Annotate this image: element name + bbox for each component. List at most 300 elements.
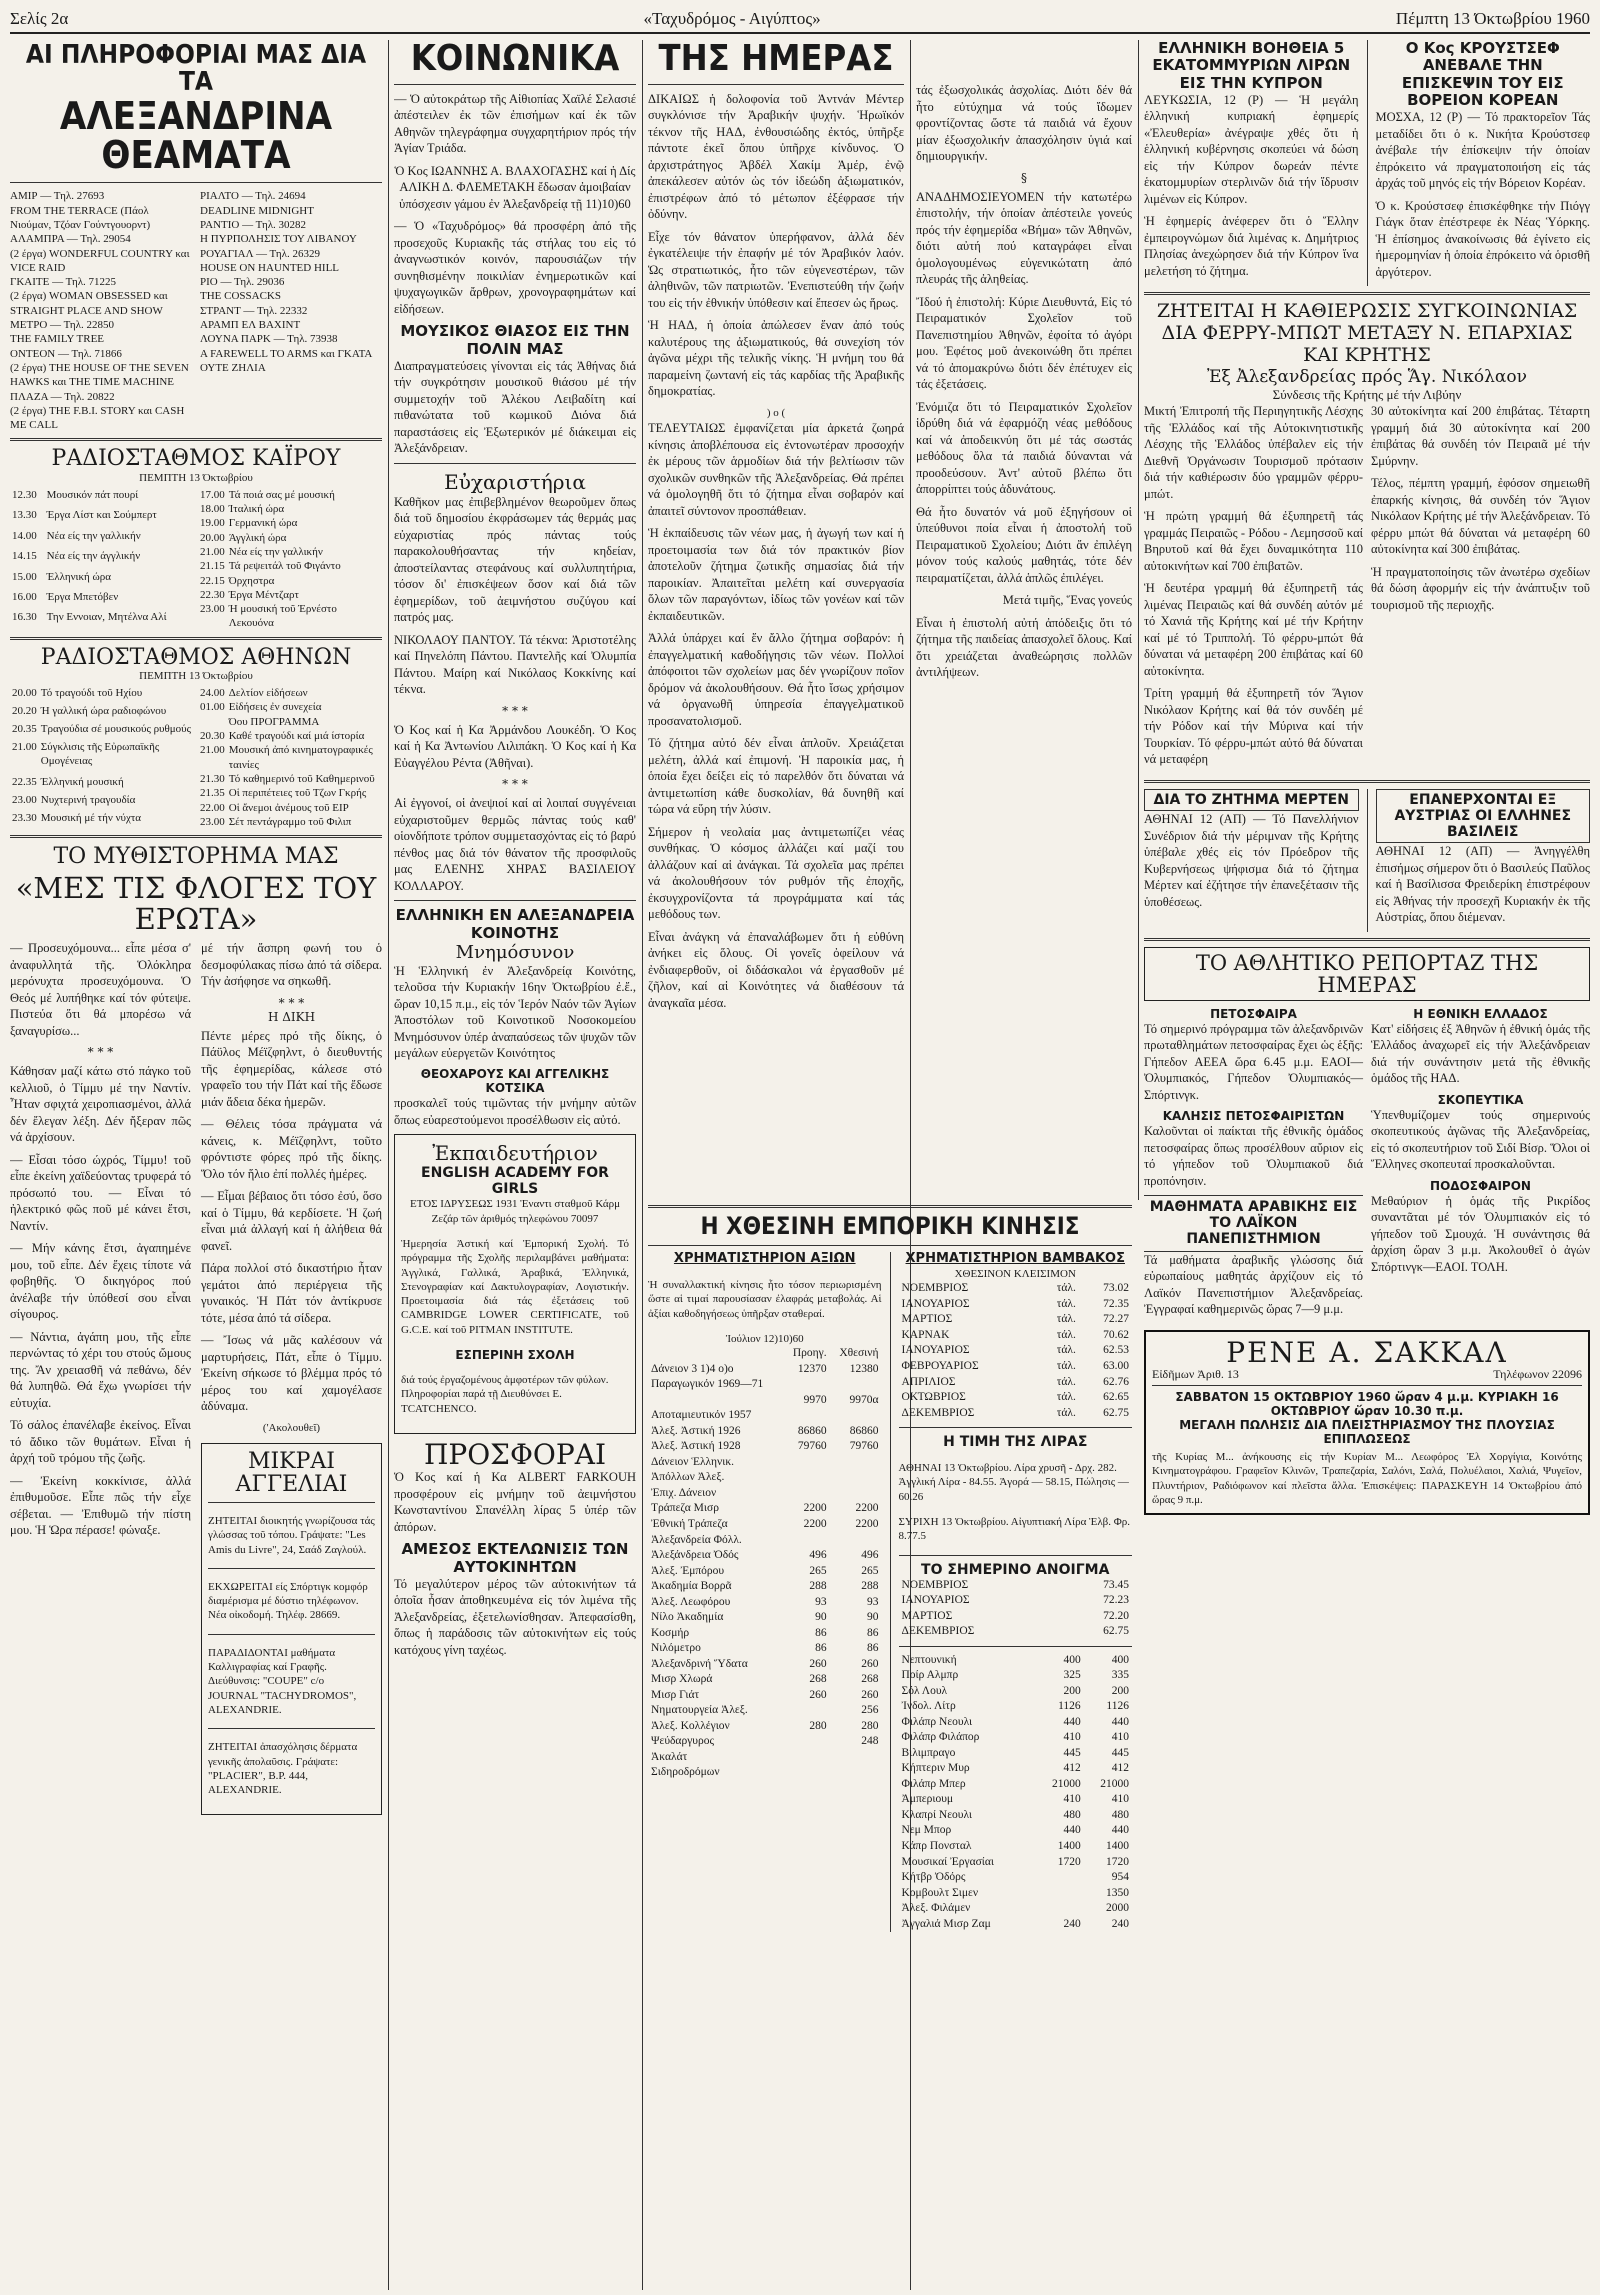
table-cell: 72.35 [1103,1297,1129,1310]
table-row [648,1703,882,1719]
table-cell: 2200 [855,1502,879,1515]
editorial-paragraph: Εἶναι ἀνάγκη νά ἐπαναλάβωμεν ὅτι ἡ εὐθύνη ἀνήκει εἰς ὅλους. Οἱ γονεῖς ὀφείλουν νά ἐνδιαφερθοῦν, οἱ διδάσκαλοι νά ἐργασθοῦν μέ ζῆλον, καί αἱ Κοινότητες νά διαθέσουν τά ἀναγκαῖα μέσα. [648,929,904,1010]
table-cell [784,1734,830,1750]
table-row [198,700,382,714]
table-cell: Ἀλεξ. Κολλέγιον [651,1719,730,1732]
table-row [198,786,382,800]
table-cell: 79760 [797,1440,827,1453]
classified-ad: ΖΗΤΕΙΤΑΙ ἀπασχόλησις δέρματα γενικῆς ἀπολαῦσις. Γράψατε: "PLACIER", B.P. 444, ALEXANDRIE. [208,1741,358,1797]
table-cell: τάλ. [1056,1282,1076,1295]
editorial-paragraph: Ἡ ΗΑΔ, ἡ ὁποία ἀπώλεσεν ἕναν ἀπό τούς καλυτέρους της ἀξιωματικούς, θά συνεχίση τόν ἀγῶνα μέχρι τῆς τελικῆς νίκης. Ἡ μνήμη του θά παραμείνη ζωντανή εἰς τάς καρδίας τῆς Ἀραβικῆς δημοκρατίας. [648,318,904,399]
stock-intro: Ἡ συναλλακτική κίνησις ἦτο τόσον περιωρισμένη ὥστε αἱ τιμαί παρουσίασαν ἐλαφράς μεταβολάς. Αἱ ἀξίαι καθοδηγήσεως ὑπῆρξαν σταθεραί. [648,1279,882,1320]
table-row [899,1823,1133,1839]
table-cell: 2000 [1106,1902,1129,1915]
table-cell: Ή γαλλική ώρα ραδιοφώνου [40,705,167,718]
headline-merten: ΔΙΑ ΤΟ ΖΗΤΗΜΑ ΜΕΡΤΕΝ [1144,789,1359,811]
auction-title: ΜΕΓΑΛΗ ΠΩΛΗΣΙΣ ΔΙΑ ΠΛΕΙΣΤΗΡΙΑΣΜΟΥ ΤΗΣ ΠΛΟΥΣΙΑΣ ΕΠΙΠΛΩΣΕΩΣ [1179,1417,1555,1446]
ferry-paragraph: Τρίτη γραμμή θά ἐξυπηρετῆ τόν Ἅγιον Νικόλαον Κρήτης καί θά τόν συνδέη μέ τήν Ρόδον καί τήν Μύρινα καί τήν Τουρκίαν. Τό φέρρυ-μπώτ αὐτό θά δύναται νά μεταφέρη [1144,686,1363,767]
novel-paragraph: — Εἶμαι βέβαιος ὅτι τόσο ἐσύ, ὅσο καί ὁ Τίμμυ, θά κερδίσετε. Ἡ ζωή εἶναι μιά ἀλλαγή καί ἡ ἀλήθεια θά φανεῖ. [201,1189,382,1253]
table-row [899,1808,1133,1824]
table-cell: 412 [1111,1762,1129,1775]
table-cell: ΔΕΚΕΜΒΡΙΟΣ [901,1406,975,1419]
table-cell [830,1455,882,1471]
subhead-ferry: Ἐξ Ἀλεξανδρείας πρός Ἅγ. Νικόλαον [1207,366,1527,387]
table-cell: Οἱ περιπέτειες τοῦ Τζων Γκρής [228,787,367,800]
cinema-listings [10,189,382,432]
table-cell [784,1750,830,1766]
table-cell: 86860 [849,1424,879,1437]
table-cell: Ἀγγαλιά Μισρ Ζαμ [901,1917,991,1930]
sports-subhead: ΠΕΤΟΣΦΑΙΡΑ [1210,1006,1297,1021]
table-cell: 22.35 [12,776,37,789]
offers-paragraph: Ὁ Κος καί ἡ Κα ALBERT FARKOUH προσφέρουν εἰς μνήμην τοῦ ἀειμνήστου Κωνσταντίνου Σπανέλλη λίρας 5 ὑπέρ τῶν ἀπόρων. [394,1470,636,1534]
table-cell: 9970 [803,1393,827,1406]
table-row [899,1390,1133,1406]
table-cell: 325 [1063,1669,1081,1682]
table-cell: 200 [1063,1684,1081,1697]
table-row [899,1839,1133,1855]
table-row [10,549,194,569]
cinema-list-left: ΑΜΙΡ — Τηλ. 27693 FROM THE TERRACE (Πάολ Νιούμαν, Τζόαν Γούντγουορντ) ΑΛΑΜΠΡΑ — Τηλ. 29054 (2 έργα) WONDERFUL COUNTRY και VICE RAID ΓΚΑΙΤΕ — Τηλ. 71225 (2 έργα) WOMAN OBSESSED και STRAIGHT PLACE AND SHOW ΜΕΤΡΟ — Τηλ. 22850 THE FAMILY TREE ΟΝΤΕΟΝ — Τηλ. 71866 (2 έργα) THE HOUSE OF THE SEVEN HAWKS και THE TIME MACHINE ΠΛΑΖΑ — Τηλ. 20822 (2 έργα) THE F.B.I. STORY και CASH ME CALL [10,190,190,432]
top-news-row [1144,40,1590,286]
table-cell: 440 [1063,1824,1081,1837]
subhead-auto-customs: ΑΜΕΣΟΣ ΕΚΤΕΛΩΝΙΣΙΣ ΤΩΝ ΑΥΤΟΚΙΝΗΤΩΝ [401,1540,629,1576]
table-cell: Γερμανική ώρα [228,517,298,530]
table-cell: 20.00 [12,687,37,700]
table-cell: 24.00 [200,687,225,700]
radio-cairo-program [10,488,382,631]
table-cell: ΙΑΝΟΥΑΡΙΟΣ [901,1297,970,1310]
table-cell: 14.15 [12,550,37,563]
table-cell: 1720 [1106,1855,1129,1868]
table-cell: 23.00 [12,794,37,807]
table-cell: 62.75 [1103,1406,1129,1419]
table-cell: 16.30 [12,611,37,624]
table-cell: 335 [1111,1669,1129,1682]
subhead-ferry-libya: Σύνδεσις τῆς Κρήτης μέ τήν Λιβύην [1272,386,1462,402]
table-cell: Φιλάπρ Φιλάπορ [901,1731,980,1744]
table-row [10,508,194,528]
table-row [899,1668,1133,1684]
stock-date: Ἰούλιον 12)10)60 [725,1333,804,1346]
table-cell: ΙΑΝΟΥΑΡΙΟΣ [901,1344,970,1357]
table-row [10,811,194,829]
table-row [648,1641,882,1657]
table-row [648,1486,882,1502]
table-cell: Μουσική ἀπό κινηματογραφικές ταινίες [228,744,373,771]
lira-text-zurich: ΣΥΡΙΧΗ 13 Ὀκτωβρίου. Αἰγυπτιακή Λίρα Ἑλβ. Φρ. 8.77.5 [898,1516,1131,1543]
headline-royals: ΕΠΑΝΕΡΧΟΝΤΑΙ ΕΞ ΑΥΣΤΡΙΑΣ ΟΙ ΕΛΛΗΝΕΣ ΒΑΣΙΛΕΙΣ [1376,789,1591,843]
ferry-article [1144,403,1590,774]
table-cell: Σόλ Λουλ [901,1684,948,1697]
table-cell: 240 [1111,1917,1129,1930]
commerce-columns [648,1252,1132,1932]
table-cell: Ἀλεξ. Λεωφόρου [651,1595,731,1608]
table-cell: 268 [809,1673,827,1686]
news-paragraph: ΑΘΗΝΑΙ 12 (ΑΠ) — Τό Πανελλήνιον Συνέδριον διά τήν μέριμναν τῆς Κρήτης ὑπέβαλε χθές εἰς τόν Πρόεδρον τῆς Κυβερνήσεως ψήφισμα διά τό ζήτημα Μέρτεν καί ἐζήτησε τήν ἐπανεξέτασιν τῆς ὑποθέσεως. [1144,812,1359,909]
radio-athens-title: ΡΑΔΙΟΣΤΑΘΜΟΣ ΑΘΗΝΩΝ [40,644,352,670]
table-cell: 15.00 [12,570,37,583]
auction-text: τῆς Κυρίας Μ... ἀνήκουσης εἰς τήν Κυρίαν Μ... Λεωφόρος Ἐλ Χοργίγια, Κοινότης Κινηματογράφου. Γραφεῖον Κλινῶν, Τραπεζαρία, Σαλόνι, Σαλά, Πολυέλαιοι, Χαλιά, Ψυγεῖον, Πλυντήριον, Ραδιόφωνον καί πλεῖστα ἄλλα. Ἐπισκέψεις: ΠΑΡΑΣΚΕΥΗ 14 Ὀκτωβρίου ἀπό ὥρας 9 π.μ. [1152,1450,1582,1506]
table-row [648,1610,882,1626]
table-cell: τάλ. [1056,1375,1076,1388]
classified-ad: ΠΑΡΑΔΙΔΟΝΤΑΙ μαθήματα Καλλιγραφίας καί Γραφῆς. Διεύθυνσις: "COUPE" c/o JOURNAL "TACHYDROMOS", ALEXANDRIE. [208,1646,357,1716]
novel-paragraph: — Ἐκείνη κοκκίνισε, ἀλλά ἐπιθυμοῦσε. Εἶπε πῶς τήν εἶχε σέβεται. — Ἐπιθυμῶ τήν πίστη μου. Ἡ Ὡρα πέρασε! φώναξε. [10,1473,191,1538]
table-row [10,570,194,590]
cotton-today-title: ΤΟ ΣΗΜΕΡΙΝΟ ΑΝΟΙΓΜΑ [921,1561,1110,1578]
table-cell: Ἀλεξανδρινή Ὕδατα [651,1657,748,1670]
table-cell: Νεπτουνική [901,1653,957,1666]
stock-table-2 [899,1653,1133,1932]
headline-khrushchev: Ο Κος ΚΡΟΥΣΤΣΕΦ ΑΝΕΒΑΛΕ ΤΗΝ ΕΠΙΣΚΕΨΙΝ ΤΟΥ ΕΙΣ ΒΟΡΕΙΟΝ ΚΟΡΕΑΝ [1401,40,1564,109]
table-cell: 445 [1063,1746,1081,1759]
table-row [648,1470,882,1486]
table-cell: Ἰνδολ. Λίτρ [901,1700,956,1713]
table-cell: Αποταμιευτικόν 1957 [651,1409,752,1422]
table-cell: 260 [861,1657,879,1670]
table-cell: 412 [1063,1762,1081,1775]
table-cell: Μουσικόν πάτ πουρί [46,488,139,501]
table-row [648,1734,882,1750]
table-cell: 73.45 [1103,1578,1129,1591]
table-row [648,1408,882,1424]
subhead-music-troupe: ΜΟΥΣΙΚΟΣ ΘΙΑΣΟΣ ΕΙΣ ΤΗΝ ΠΟΛΙΝ ΜΑΣ [400,322,630,358]
table-cell: Σέτ πεντάγραμμο τοῦ Φιλιπ [228,815,352,828]
table-cell: 17.00 [200,488,225,501]
table-cell: 21.00 [200,546,225,558]
auction-phone: Τηλέφωνον 22096 [1493,1366,1582,1381]
table-cell: 240 [1063,1917,1081,1930]
table-cell: Ἀλεξ. Ἐμπόρου [651,1564,725,1577]
table-cell: 1350 [1106,1886,1129,1899]
table-cell: 20.00 [200,531,225,544]
table-row [198,559,382,573]
column-editorial-cont: τάς ἐξωσχολικάς ἀσχολίας. Διότι δέν θά ἦτο εὐτύχημα νά τούς ἴδωμεν φροντίζοντας ὥστε τά παιδιά νά ἔχουν μίαν ἐξωσχολικήν ἀπασχόλησιν ὑγιά καί δημιουργικήν. § ΑΝΑΔΗΜΟΣΙΕΥΟΜΕΝ τήν κατωτέρω ἐπιστολήν, τήν ὁποίαν ἀπέστειλε γονεύς πρός τήν ἐφημερίδα «Βήμα» τῶν Ἀθηνῶν, διότι αὐτή πού καταγράφει εἶναι ὁμολογουμένως εὐγενικώτατη ἀπό πλευράς τῆς ἀληθείας. Ἴδού ἡ ἐπιστολή: Κύριε Διευθυντά, Εἰς τό Πειραματικόν Σχολεῖον τοῦ Πανεπιστημίου Ἀθηνῶν, ἐφοίτα τό ἀγόρι μου. Ἐφέτος μοῦ ἀνεκοινώθη ὅτι πρέπει νά τό ἀπομακρύνω διότι δέν ἐπέτυχεν εἰς τάς ἐξετάσεις. Ἐνόμιζα ὅτι τό Πειραματικόν Σχολεῖον ἱδρύθη διά νά ἐφαρμόζη νέας μεθόδους καί νά ἀποδεικνύη ὅτι μέ τάς σωστάς μεθόδους ὅλα τά παιδιά δύνανται νά προοδεύσουν. Ἀντ' αὐτοῦ βλέπω ὅτι ἀπορρίπτει τούς ἀδυνάτους. Θά ἦτο δυνατόν νά μοῦ ἐξηγήσουν οἱ ὑπεύθυνοι ποία εἶναι ἡ ἀποστολή τοῦ Πειραματικοῦ Σχολείου; Διότι ἄν ἐπιλέγη μόνον τούς καλούς μαθητάς, τότε δέν πειραματίζεται, ἀλλά ἁπλῶς ἐπιλέγει. Μετά τιμῆς, Ἕνας γονεύς Εἶναι ἡ ἐπιστολή αὐτή ἀπόδειξις ὅτι τό ζήτημα τῆς παιδείας ἀπασχολεῖ ὅλους. Καί ὅτι χρειάζεται ἀναθεώρησις πολλῶν ἀντιλήψεων. [916,83,1132,679]
table-cell: Ἀκαλάτ [651,1750,688,1763]
table-row [10,775,194,793]
table-cell: 14.00 [12,529,37,542]
table-cell: 268 [861,1673,879,1686]
table-cell: Τά ρεψειτάλ τοῦ Φιγάντο [228,560,341,573]
table-cell [648,1346,784,1362]
auto-paragraph: Τό μεγαλύτερον μέρος τῶν αὐτοκινήτων τά ὁποῖα ἦσαν ἀποθηκευμένα εἰς τόν λιμένα τῆς Ἀλεξανδρείας, ἐξετελωνίσθησαν. Ἀπεφασίσθη, ὅπως ἡ παράδοσις τῶν αὐτοκινήτων εἰς τούς κατόχους γίνη ταχέως. [394,1576,636,1657]
column-social: ΚΟΙΝΩΝΙΚΑ — Ὁ αὐτοκράτωρ τῆς Αἰθιοπίας Χαϊλέ Σελασιέ ἀπέστειλεν ἐκ τῶν ἐπισήμων καί ἐκ τῶν Αθηνῶν τηλεγράφημα συγχαρητήριον πρός τήν Ἁγίαν Τριάδα. Ὁ Κος ΙΩΑΝΝΗΣ Α. ΒΛΑΧΟΓΑΣΗΣ καί ἡ Δίς ΑΛΙΚΗ Δ. ΦΛΕΜΕΤΑΚΗ ἔδωσαν ἀμοιβαίαν ὑπόσχεσιν γάμου ἐν Ἀλεξανδρείᾳ τῇ 11)10)60 — Ὁ «Ταχυδρόμος» θά προσφέρη ἀπό τῆς προσεχοῦς Κυριακῆς τάς στήλας του εἰς τό ἀναγνωστικόν κοινόν, παρουσιάζων τήν συνηθισμένην ποικιλίαν ἐνημερωτικῶν καί ψυχαγωγικῶν ἄρθρων, χρονογραφημάτων καί εἰδήσεων. ΜΟΥΣΙΚΟΣ ΘΙΑΣΟΣ ΕΙΣ ΤΗΝ ΠΟΛΙΝ ΜΑΣ Διαπραγματεύσεις γίνονται εἰς τάς Ἀθήνας διά τήν συγκρότησιν μουσικοῦ θιάσου μέ τήν συμμετοχήν τοῦ Ἀλέκου Λειβαδίτη καί πιθανώτατα τοῦ κωμικοῦ Διόνα διά παραστάσεις εἰς Ἐξωτερικόν μέ διάκειμαι εἰς Ἀλεξάνδρειαν. Εὐχαριστήρια Καθῆκον μας ἐπιβεβλημένον θεωροῦμεν ὅπως διά τοῦ δημοσίου ἐκφράσωμεν τάς θερμάς μας εὐχαριστίας πρός πάντας τούς παρακολουθήσαντας τήν κηδείαν, ἀποστείλαντας στεφάνους καί συλλυπητήρια, τόσον δι' ἐπισκέψεων ὅσον καί διά τῶν ἐφημερίδων, τοῦ ἀειμνήστου συζύγου καί πατρός μας. ΝΙΚΟΛΑΟΥ ΠΑΝΤΟΥ. Τά τέκνα: Ἀριστοτέλης καί Πηνελόπη Πάντου. Παντελῆς καί Ὀλυμπία Πάντου. Μαίρη καί Νικόλαος Κοκκίνης καί τέκνα. * * * Ὁ Κος καί ἡ Κα Ἀρμάνδου Λουκέδη. Ὁ Κος καί ἡ Κα Ἀντωνίου Λιλιπάκη. Ὁ Κος καί ἡ Κα Εὐαγγέλου Ρέντα (Ἀθῆναι). * * * Αἱ ἐγγονοί, οἱ ἀνεψιοί καί αἱ λοιπαί συγγένειαι εὐχαριστοῦμεν θερμῶς πάντας τούς καθ' οἱονδήποτε τρόπον συμμετασχόντας εἰς τό βαρύ πένθος μας διά τόν θάνατον τῆς προσφιλοῦς μας ΕΛΕΝΗΣ ΧΗΡΑΣ ΒΑΣΙΛΕΙΟΥ ΚΟΛΛΑΡΟΥ. ΕΛΛΗΝΙΚΗ ΕΝ ΑΛΕΞΑΝΔΡΕΙΑ ΚΟΙΝΟΤΗΣ Μνημόσυνον Ἡ Ἑλληνική ἐν Ἀλεξανδρείᾳ Κοινότης, τελοῦσα τήν Κυριακήν 16ην Ὀκτωβρίου ἐ.ἔ., ὥραν 10,15 π.μ., εἰς τόν Ἱερόν Ναόν τῶν Ἁγίων Ἀποστόλων τοῦ Κοινοτικοῦ Νοσοκομείου Μνημόσυνον ὑπέρ ἀναπαύσεως τῶν ψυχῶν τῶν μεγάλων εὐεργετῶν Κοινότητος ΘΕΟΧΑΡΟΥΣ ΚΑΙ ΑΓΓΕΛΙΚΗΣ ΚΟΤΣΙΚΑ προσκαλεῖ τούς τιμῶντας τήν μνήμην αὐτῶν ὅπως εὐαρεστούμενοι προσέλθωσιν εἰς αὐτό. Ἐκπαιδευτήριον ENGLISH ACADEMY FOR GIRLS ΕΤΟΣ ΙΔΡΥΣΕΩΣ 1931 Ἐναντι σταθμοῦ Κάρμ Ζεζάρ τῶν ἀριθμός τηλεφώνου 70097 Ἡμερησία Ἀστική καί Ἐμπορική Σχολή. Τό πρόγραμμα τῆς Σχολῆς περιλαμβάνει μαθήματα: Ἀγγλικά, Γαλλικά, Ἀραβικά, Ἑλληνικά, Στενογραφίαν καί Δακτυλογραφίαν, Λογιστικήν. Προετοιμασία διά τάς ἐξετάσεις τοῦ CAMBRIDGE LOWER CERTIFICATE, τοῦ G.C.E. καί τοῦ PITMAN INSTITUTE. ΕΣΠΕΡΙΝΗ ΣΧΟΛΗ διά τούς ἐργαζομένους ἀμφοτέρων τῶν φύλων. Πληροφορίαι παρά τῇ Διευθύνσει Ε. TCATCHENCO. ΠΡΟΣΦΟΡΑΙ Ὁ Κος καί ἡ Κα ALBERT FARKOUH προσφέρουν εἰς μνήμην τοῦ ἀειμνήστου Κωνσταντίνου Σπανέλλη λίρας 5 ὑπέρ τῶν ἀπόρων. ΑΜΕΣΟΣ ΕΚΤΕΛΩΝΙΣΙΣ ΤΩΝ ΑΥΤΟΚΙΝΗΤΩΝ Τό μεγαλύτερον μέρος τῶν αὐτοκινήτων τά ὁποῖα ἦσαν ἀποθηκευμένα εἰς τόν λιμένα τῆς Ἀλεξανδρείας, ἐξετελωνίσθησαν. Ἀπεφασίσθη, ὅπως ἡ παράδοσις τῶν αὐτοκινήτων εἰς τούς κατόχους γίνη ταχέως. [394,40,636,1657]
sports-paragraph: Ὑπενθυμίζομεν τούς σημερινούς σκοπευτικούς ἀγῶνας τῆς Ἀλεξανδρείας, εἰς τό σκοπευτήριον τοῦ Σιδί Βίσρ. Ὅλοι οἱ Ἕλληνες σκοπευταί προσκαλοῦνται. [1371,1107,1590,1172]
table-row [648,1688,882,1704]
table-cell: ΜΑΡΤΙΟΣ [901,1609,953,1622]
headline-arabic-lessons: ΜΑΘΗΜΑΤΑ ΑΡΑΒΙΚΗΣ ΕΙΣ ΤΟ ΛΑΪΚΟΝ ΠΑΝΕΠΙΣΤΗΜΙΟΝ [1144,1195,1363,1251]
engagement-announcement: Ὁ Κος ΙΩΑΝΝΗΣ Α. ΒΛΑΧΟΓΑΣΗΣ καί ἡ Δίς ΑΛΙΚΗ Δ. ΦΛΕΜΕΤΑΚΗ ἔδωσαν ἀμοιβαίαν ὑπόσχεσιν γάμου ἐν Ἀλεξανδρείᾳ τῇ 11)10)60 [394,163,636,211]
table-cell: 480 [1111,1808,1129,1821]
editorial-paragraph: Ἀλλά ὑπάρχει καί ἕν ἄλλο ζήτημα σοβαρόν: ἡ ἐπαγγελματική καθοδήγησις τῶν νέων. Πολλοί ἀπόφοιτοι τῶν σχολείων μας δέν γνωρίζουν ποῖον δρόμον νά ἀκολουθήσουν. Θά ἦτο ἴσως χρήσιμον νά ὀργανωθῆ ὑπηρεσία ἐπαγγελματικοῦ προσανατολισμοῦ. [648,631,904,728]
table-row [648,1595,882,1611]
table-cell [830,1765,882,1781]
section-divider: ) ο ( [766,406,786,419]
table-cell: 70.62 [1103,1328,1129,1341]
table-row [10,793,194,811]
table-cell: 62.76 [1103,1375,1129,1388]
auction-ad [1144,1330,1590,1516]
table-cell: 288 [861,1580,879,1593]
novel-paragraph: μέ τήν ἄσπρη φωνή του ὁ δεσμοφύλακας πίσω ἀπό τά σίδερα. Τήν ἀσήφησε να σηκωθῆ. [201,941,382,989]
novel-col-b: μέ τήν ἄσπρη φωνή του ὁ δεσμοφύλακας πίσω ἀπό τά σίδερα. Τήν ἀσήφησε να σηκωθῆ. * * * Η ΔΙΚΗ Πέντε μέρες πρό τῆς δίκης, ὁ Πάϋλος Μέϊζφηλντ, ὁ διευθυντής τῆς ἐφημερίδας, κάλεσε στό γραφεῖο του τήν Πάτ καί τῆς ἔδωσε μιάν ἄδεια δέκα ἡμερῶν. — Θέλεις τόσα πράγματα νά κάνεις, κ. Μέϊζφηλντ, τοῦτο φρόντιστε φόρες πρό τῆς δίκης. Ὅλο τόν ἥλιο ἐπί πολλές ἡμέρες. — Εἶμαι βέβαιος ὅτι τόσο ἐσύ, ὅσο καί ὁ Τίμμυ, θά κερδίσετε. Ἡ ζωή εἶναι μιά ἀλλαγή καί ἡ ἀλήθεια θά φανεῖ. Πάρα πολλοί στό δικαστήριο ἦταν γεμάτοι ἀπό περιέργεια τῆς γυναικός. Ἡ Πάτ τόν ἀντίκρυσε τότε, μέσα ἀπό τά σίδερα. — Ἴσως νά μᾶς καλέσουν νά μαρτυρήσεις, Πάτ, εἶπε ὁ Τίμμυ. Ἐκείνη σήκωσε τό βλέμμα πρός τό μέρος του καί χαμογέλασε ἀδύναμα. ('Ακολουθεῖ) ΜΙΚΡΑΙ ΑΓΓΕΛΙΑΙ ΖΗΤΕΙΤΑΙ διοικητής γνωρίζουσα τάς γλώσσας τοῦ τόπου. Γράψατε: "Les Amis du Livre", 24, Σαάδ Ζαγλούλ. ΕΚΧΩΡΕΙΤΑΙ είς Σπόρτιγκ κομφόρ διαμέρισμα μέ δύστιο τηλέφωνον. Νέα οἰκοδομή. Τηλέφ. 28669. ΠΑΡΑΔΙΔΟΝΤΑΙ μαθήματα Καλλιγραφίας καί Γραφῆς. Διεύθυνσις: "COUPE" c/o JOURNAL "TACHYDROMOS", ALEXANDRIE. ΖΗΤΕΙΤΑΙ ἀπασχόλησις δέρματα γενικῆς ἀπολαῦσις. Γράψατε: "PLACIER", B.P. 444, ALEXANDRIE. [201,940,382,1821]
novel-paragraph: — Θέλεις τόσα πράγματα νά κάνεις, κ. Μέϊζφηλντ, τοῦτο φρόντιστε φόρες πρό τῆς δίκης. Ὅλο τόν ἥλιο ἐπί πολλές ἡμέρες. [201,1117,382,1181]
table-cell: 90 [815,1611,827,1624]
table-cell: 21.35 [200,787,225,800]
table-cell: Άγγλική ώρα [228,531,287,544]
table-cell: ΔΕΚΕΜΒΡΙΟΣ [901,1625,975,1638]
ferry-paragraph: Μικτή Ἐπιτροπή τῆς Περιηγητικῆς Λέσχης τῆς Ἑλλάδος καί τῆς Αὐτοκινητιστικῆς Λέσχης τῆς Ἑλλάδος ὑπέβαλεν εἰς τήν Διεθνῆ Ὀργάνωσιν Τουρισμοῦ πρότασιν διά τήν καθιέρωσιν δύο γραμμῶν φέρρυ-μπώτ. [1144,404,1363,501]
table-cell [830,1470,882,1486]
table-cell: Νέα είς την άγγλικήν [46,550,141,563]
table-cell: Τραγούδια σέ μουσικούς ρυθμούς [40,722,191,735]
table-cell: Ἐπιχ. Δάνειον [651,1486,717,1499]
table-cell: 410 [1063,1793,1081,1806]
cotton-table [899,1281,1133,1421]
table-row [648,1455,882,1471]
table-cell: Νέα είς την γαλλικήν [228,546,323,558]
sports-paragraph: Τό σημερινό πρόγραμμα τῶν ἀλεξανδρινῶν πρωταθλημάτων πετοσφαίρας ἔχει ὡς ἑξῆς: Γήπεδον ΑΕΕΑ ὥρα 6.45 μ.μ. ΕΑΟΙ—Ὀλυμπιακός, Γήπεδον Ὀλυμπιακός—Σπόρτινγκ. [1144,1021,1363,1102]
table-cell: ΙΑΝΟΥΑΡΙΟΣ [901,1594,970,1607]
table-row [198,531,382,545]
table-cell: ΦΕΒΡΟΥΑΡΙΟΣ [901,1360,979,1372]
table-cell: 21.00 [12,740,37,753]
table-cell: 260 [861,1688,879,1701]
table-cell [784,1408,830,1424]
table-row [899,1297,1133,1313]
thanks-paragraph: Ὁ Κος καί ἡ Κα Ἀρμάνδου Λουκέδη. Ὁ Κος καί ἡ Κα Ἀντωνίου Λιλιπάκη. Ὁ Κος καί ἡ Κα Εὐαγγέλου Ρέντα (Ἀθῆναι). [394,722,636,770]
novel-label: ΤΟ ΜΥΘΙΣΤΟΡΗΜΑ ΜΑΣ [53,844,339,870]
table-cell: Τά ποιά σας μέ μουσική [228,488,335,501]
editorial-paragraph: ΑΝΑΔΗΜΟΣΙΕΥΟΜΕΝ τήν κατωτέρω ἐπιστολήν, τήν ὁποίαν ἀπέστειλε γονεύς πρός τήν ἐφημερίδα «Βήμα» τῶν Ἀθηνῶν, διότι αὐτή πού καταγράφει εἶναι ὁμολογουμένως εὐγενικώτατη ἀπό πλευράς τῆς ἀληθείας. [916,189,1132,286]
table-cell: 496 [809,1549,827,1562]
table-cell [830,1377,882,1393]
novel-paragraph: — Προσευχόμουνα... εἶπε μέσα σ' ἀναφυλλητά τῆς. Ὁλόκληρα μερόνυχτα προσευχόμουνα. Ὁ Θεός μέ λυπήθηκε καί τόν φύτεψε. Πιστεύα ὅτι θά μπορέσω νά ξαναγυρίσω... [10,941,191,1038]
letter-paragraph: Ἴδού ἡ ἐπιστολή: Κύριε Διευθυντά, Εἰς τό Πειραματικόν Σχολεῖον τοῦ Πανεπιστημίου Ἀθηνῶν, ἐφοίτα τό ἀγόρι μου. Ἐφέτος μοῦ ἀνεκοινώθη ὅτι πρέπει νά τό ἀπομακρύνω διότι δέν ἐπέτυχεν εἰς τάς ἐξετάσεις. [916,294,1132,391]
table-row [899,1653,1133,1669]
table-cell: τάλ. [1056,1391,1076,1404]
table-row [198,574,382,588]
table-row [648,1533,882,1549]
table-cell [830,1533,882,1549]
table-row [10,590,194,610]
novel-title: «ΜΕΣ ΤΙΣ ΦΛΟΓΕΣ ΤΟΥ ΕΡΩΤΑ» [15,871,377,936]
table-cell: 20.35 [12,722,37,735]
table-cell: Μισρ Χλωρά [651,1673,713,1686]
table-cell: 86 [815,1642,827,1655]
table-cell: 21.00 [200,744,225,757]
table-cell: Έργα Μέντζαρτ [228,588,299,601]
table-cell: 440 [1063,1715,1081,1728]
news-paragraph: Τά μαθήματα ἀραβικῆς γλώσσης διά εὐρωπαίους μαθητάς ἀρχίζουν εἰς τό Λαϊκόν Πανεπιστήμιον Ἀλεξανδρείας. Ἐγγραφαί καθημερινῶς ὥρας 7—9 μ.μ. [1144,1252,1363,1317]
table-cell: Νυχτερινή τραγουδία [40,794,136,807]
editorial-paragraph: Εἶχε τόν θάνατον ὑπερήφανον, ἀλλά δέν ἐγκατέλειψε τήν ἐπαφήν μέ τόν Ἀραβικόν λαόν. Ὡς στρατιωτικός, ἦτο τῶν εὐγενεστέρων, τῶν ἀληθινῶν, τῶν πατριωτῶν. Ἐνεπιστεύθη τήν ζωήν του εἰς τήν ἐθνικήν ὑπόθεσιν καί ἔπεσεν ὡς ἥρως. [648,229,904,310]
sports-article [1144,1007,1590,1324]
table-cell: Έλληνική ώρα [46,570,112,583]
table-cell: 445 [1111,1746,1129,1759]
table-cell: τάλ. [1056,1328,1076,1341]
table-row [198,686,382,700]
table-cell: 21.15 [200,560,225,573]
news-paragraph: Ἡ ἐφημερίς ἀνέφερεν ὅτι ὁ Ἕλλην ἐμπειρογνώμων διά λιμένας κ. Δημήτριος Πλησίας ἀνεχώρησεν διά τήν Κύπρον ἵνα μελετήση τό ζήτημα. [1144,214,1359,278]
novel-paragraph: Πέντε μέρες πρό τῆς δίκης, ὁ Πάϋλος Μέϊζφηλντ, ὁ διευθυντής τῆς ἐφημερίδας, κάλεσε στό γραφεῖο του τήν Πάτ καί τῆς ἔδωσε μιάν ἄδεια δέκα ἡμερῶν. [201,1028,382,1109]
table-cell: 20.20 [12,705,37,718]
table-cell: Καθέ τραγούδι καί μιά ίστορία [228,730,365,743]
table-cell: Ή μουσική τοῦ Έρνέστο Λεκουόνα [228,603,337,630]
stock-exchange-title: ΧΡΗΜΑΤΙΣΤΗΡΙΟΝ ΑΞΙΩΝ [673,1251,856,1267]
table-cell: 1126 [1058,1700,1081,1713]
table-cell: 20.30 [200,730,225,743]
cinema-list-right: ΡΙΑΛΤΟ — Τηλ. 24694 DEADLINE MIDNIGHT ΡΑΝΤΙΟ — Τηλ. 30282 Η ΠΥΡΠΟΛΗΣΙΣ ΤΟΥ ΛΙΒΑΝΟΥ ΡΟΥΑΓΙΑΛ — Τηλ. 26329 HOUSE ON HAUNTED HILL ΡΙΟ — Τηλ. 29036 THE COSSACKS ΣΤΡΑΝΤ — Τηλ. 22332 ΑΡΑΜΠ ΕΛ ΒΑΧΙΝΤ ΛΟΥΝΑ ΠΑΡΚ — Τηλ. 73938 A FAREWELL TO ARMS και ΓΚΑΤΑ ΟΥΤΕ ΖΗΛΙΑ [200,190,372,374]
table-cell: Ἀλεξ. Φιλάμεν [901,1902,971,1915]
table-cell [198,715,227,729]
table-row [648,1393,882,1409]
table-row [899,1886,1133,1902]
table-cell: τάλ. [1056,1297,1076,1310]
table-cell: Νεμ Μπορ [901,1824,952,1837]
table-cell: 22.15 [200,574,225,587]
cotton-today-table [899,1578,1133,1640]
sports-subhead: Η ΕΘΝΙΚΗ ΕΛΛΑΔΟΣ [1413,1006,1548,1021]
table-row [648,1719,882,1735]
table-row [198,729,382,743]
radio-cairo-right [198,488,382,631]
column-rule [1138,40,1139,1200]
table-cell: 280 [809,1719,827,1732]
table-cell: Μισρ Γιάτ [651,1688,700,1701]
table-cell [830,1486,882,1502]
table-row [198,715,382,729]
table-row [10,529,194,549]
table-cell: Νιλόμετρο [651,1642,701,1655]
lira-text: ΑΘΗΝΑΙ 13 Ὀκτωβρίου. Λίρα χρυσῆ - Δρχ. 282. Ἀγγλική Λίρα - 84.55. Ἀγορά — 58.15, Πώλησις — 60.26 [898,1462,1129,1503]
table-cell: ΟΚΤΩΒΡΙΟΣ [901,1391,966,1404]
table-cell: 23.00 [200,815,225,828]
table-cell: 410 [1063,1731,1081,1744]
table-row [899,1761,1133,1777]
table-cell: ΝΟΕΜΒΡΙΟΣ [901,1282,969,1295]
table-cell [830,1408,882,1424]
editorial-paragraph: τάς ἐξωσχολικάς ἀσχολίας. Διότι δέν θά ἦτο εὐτύχημα νά τούς ἴδωμεν φροντίζοντας ὥστε τά παιδιά νά ἔχουν μίαν ἐξωσχολικήν ἀπασχόλησιν ὑγιά καί δημιουργικήν. [916,83,1132,163]
table-cell: Φιλάπρ Μπερ [901,1777,966,1790]
table-row [899,1406,1133,1422]
table-cell: Τό τραγούδι τοῦ Ηχίου [40,687,143,700]
table-row [648,1501,882,1517]
table-row [198,602,382,631]
table-cell: Έργα Μπετόβεν [46,590,119,603]
table-cell: Νέα είς την γαλλικήν [46,529,141,542]
table-cell: Δάνειον 3 1)4 ο)ο [651,1362,734,1375]
table-cell: Χθεσινή [839,1347,879,1360]
newspaper-name: «Ταχυδρόμος - Αιγύπτος» [643,9,821,28]
sports-subhead: ΚΑΛΗΣΙΣ ΠΕΤΟΣΦΑΙΡΙΣΤΩΝ [1162,1109,1345,1124]
lira-title: Η ΤΙΜΗ ΤΗΣ ΛΙΡΑΣ [943,1434,1088,1451]
news-paragraph: ΑΘΗΝΑΙ 12 (ΑΠ) — Ἀνηγγέλθη ἐπισήμως σήμερον ὅτι ὁ Βασιλεύς Παῦλος καί ἡ Βασίλισσα Φρειδερίκη ἐπιστρέφουν εἰς Ἀθήνας τήν προσεχῆ Κυριακήν ἐκ τῆς Αὐστρίας, ὅπου διέμεναν. [1375,844,1590,925]
novel-paragraph: — Εἶσαι τόσο ώχρός, Τίμμυ! τοῦ εἶπε ἐκείνη χαϊδεύοντας τρυφερά τό πρόσωπό του. — Εἶναι τό ἠλεκτρικό φῶς ποῦ μέ κάνει ἔτσι, Ναντίν. [10,1152,191,1233]
table-cell: 256 [861,1704,879,1717]
table-cell: 62.75 [1103,1625,1129,1638]
offers-title: ΠΡΟΣΦΟΡΑΙ [423,1437,607,1471]
auctioneer-name: ΡΕΝΕ Α. ΣΑΚΚΑΛ [1226,1335,1508,1369]
table-cell: 01.00 [200,701,225,714]
table-row [648,1626,882,1642]
table-cell: Ποίρ Αλμπρ [901,1669,959,1682]
table-cell: Φιλάπρ Νεουλι [901,1715,973,1728]
table-cell: Έργα Λίστ και Σούμπερτ [46,509,157,522]
table-cell: 16.00 [12,590,37,603]
table-cell: 480 [1063,1808,1081,1821]
table-cell [784,1455,830,1471]
table-cell: 400 [1063,1653,1081,1666]
column-rule [388,40,389,2290]
table-cell: 79760 [849,1440,879,1453]
table-row [10,488,194,508]
table-cell: 90 [867,1611,879,1624]
novel-col-a: — Προσευχόμουνα... εἶπε μέσα σ' ἀναφυλλητά τῆς. Ὁλόκληρα μερόνυχτα προσευχόμουνα. Ὁ Θεός μέ λυπήθηκε καί τόν φύτεψε. Πιστεύα ὅτι θά μπορέσω νά ξαναγυρίσω... * * * Κάθησαν μαζί κάτω στό πάγκο τοῦ κελλιοῦ, ὁ Τίμμυ μέ την Ναντίν. Ἦταν σφιχτά χειροπιασμένοι, ἀλλά δέν ἔλεγαν λέξη. Δέν ἤξεραν πῶς νά ἀρχίσουν. — Εἶσαι τόσο ώχρός, Τίμμυ! τοῦ εἶπε ἐκείνη χαϊδεύοντας τρυφερά τό πρόσωπό του. — Εἶναι τό ἠλεκτρικό φῶς ποῦ μέ κάνει ἔτσι, Ναντίν. — Μήν κάνης ἔτσι, ἀγαπημένε μου, τοῦ εἶπε. Δέν ἔχεις τίποτε νά φοβηθῆς. Ὁ δικηγόρος πού ἀνέλαβε τήν ὑπόθεσί σου εἶναι σίγουρος. — Νάντια, ἀγάπη μου, τῆς εἶπε περνώντας τό χέρι του στούς ὤμους της. Ἄν χρειασθῆ νά πεθάνω, δέν θά λυπηθῶ. Θά ἔχω γνωρίσει τήν εὐτυχία. Τό σάλος ἐπανέλαβε ἐκείνος. Εἶναι τό ἄδικο τῶν θυμάτων. Εἶναι ἡ ἀρχή τοῦ τρόμου τῆς ζωῆς. — Ἐκείνη κοκκίνισε, ἀλλά ἐπιθυμοῦσε. Εἶπε πῶς τήν εἶχε σέβεται. — Ἐπιθυμῶ τήν πίστη μου. Ἡ Ὡρα πέρασε! φώναξε. [10,941,191,1538]
table-row [899,1375,1133,1391]
table-row [899,1578,1133,1594]
table-row [648,1377,882,1393]
table-row [10,610,194,630]
table-row [648,1346,882,1362]
radio-cairo-date: ΠΕΜΠΤΗ 13 Όκτωβρίου [139,471,253,484]
table-cell: ΜΑΡΤΙΟΣ [901,1313,953,1326]
table-row [648,1517,882,1533]
table-cell: Κομβουλτ Σιμεν [901,1886,979,1899]
editorial-paragraph: Τό ζήτημα αὐτό δέν εἶναι ἁπλοῦν. Χρειάζεται μελέτη, ἀλλά καί ἐπιμονή. Ἡ παροικία μας, ἡ ὁποία ἔχει δείξει εἰς τό παρελθόν ὅτι δύναται νά ἀντιμετωπίση κάθε δυσκολίαν, θά δυνηθῆ καί τώρα νά εὕρη τήν λύσιν. [648,736,904,817]
table-cell: Μουσική μέ τήν νύχτα [40,812,142,825]
table-cell: 72.23 [1103,1594,1129,1607]
table-cell: 73.02 [1103,1282,1129,1295]
table-cell: Προηγ. [792,1347,827,1360]
table-cell: 1400 [1057,1839,1081,1852]
table-cell: 2200 [803,1502,827,1515]
editorial-paragraph: Σήμερον ἡ νεολαία μας ἀντιμετωπίζει νέας συνθήκας. Ὁ κόσμος ἀλλάζει καί μαζί του ἀλλάζουν καί αἱ ἀνάγκαι. Τά σχολεῖα μας πρέπει νά ἀκολουθήσουν τόν ρυθμόν τῆς ἐποχῆς, ἐκσυγχρονίζοντα τά προγράμματα καί τάς μεθόδους των. [648,824,904,922]
table-cell: τάλ. [1056,1406,1076,1419]
subhead-community: ΕΛΛΗΝΙΚΗ ΕΝ ΑΛΕΞΑΝΔΡΕΙΑ ΚΟΙΝΟΤΗΣ [395,906,635,942]
table-cell [1035,1886,1083,1902]
table-row [648,1579,882,1595]
table-cell: Τό καθημερινό τοῦ Καθημερινοῦ [228,772,375,785]
subhead-thanks: Εὐχαριστήρια [444,469,586,494]
table-cell: ΚΑΡΝΑΚ [901,1328,950,1341]
table-row [10,722,194,740]
table-cell [784,1703,830,1719]
column-editorial [648,40,904,1220]
ferry-paragraph: 30 αὐτοκίνητα καί 200 ἐπιβάτας. Τέταρτη γραμμή διά 30 αὐτοκίνητα καί 200 ἐπιβάτας θά συνδέη τόν Πειραιᾶ μέ τήν Σμύρνην. [1371,404,1590,468]
table-cell: Ἀλεξάνδρεια Ὀδός [651,1549,739,1562]
column-news [1144,40,1590,2290]
page-number: Σελίς 2α [10,9,69,28]
classifieds-title: ΜΙΚΡΑΙ ΑΓΓΕΛΙΑΙ [235,1448,348,1497]
table-cell: 200 [1111,1684,1129,1697]
table-row [899,1917,1133,1933]
headline-cyprus-aid: ΕΛΛΗΝΙΚΗ ΒΟΗΘΕΙΑ 5 ΕΚΑΤΟΜΜΥΡΙΩΝ ΛΙΡΩΝ ΕΙΣ ΤΗΝ ΚΥΠΡΟΝ [1152,40,1351,92]
table-cell: Κάπρ Πονσταλ [901,1839,972,1852]
table-cell: τάλ. [1056,1360,1076,1372]
table-cell: Βιλιμπραγο [901,1746,956,1759]
radio-athens-program [10,686,382,829]
thanks-signature: ΝΙΚΟΛΑΟΥ ΠΑΝΤΟΥ. Τά τέκνα: Ἀριστοτέλης καί Πηνελόπη Πάντου. Παντελῆς καί Ὀλυμπία Πάντου. Μαίρη καί Νικόλαος Κοκκίνης καί τέκνα. [394,632,636,697]
table-cell: 62.53 [1103,1344,1129,1357]
news-paragraph: ΛΕΥΚΩΣΙΑ, 12 (Ρ) — Ἡ μεγάλη ἑλληνική κυπριακή ἐφημερίς «Ἐλευθερία» ἀνέγραψε χθές ὅτι ἡ ἑλληνική κυβέρνησις σκοπεύει νά δώση εἰς τήν Κύπρον δωρεάν πέντε ἑκατομμυρίων στερλινῶν διά τήν ἵδρυσιν λιμένων εἰς Κύπρον. [1144,92,1359,206]
table-row [899,1359,1133,1375]
table-cell [784,1486,830,1502]
table-row [899,1746,1133,1762]
radio-athens-date: ΠΕΜΠΤΗ 13 Όκτωβρίου [139,669,253,682]
table-row [899,1777,1133,1793]
news-paragraph: Ὁ κ. Κρούστσεφ ἐπισκέφθηκε τήν Πιόγγ Γιάγκ ὅταν ἐπέστρεφε ἐκ Νέας Ὑόρκης. Ἡ ἐπίσημος ἀνακοίνωσις θά ἐγίνετο εἰς ἡμερομηνίαν ἡ ὁποία ἐπρόκειτο νά ὁρισθῆ ἀργότερον. [1375,198,1590,279]
